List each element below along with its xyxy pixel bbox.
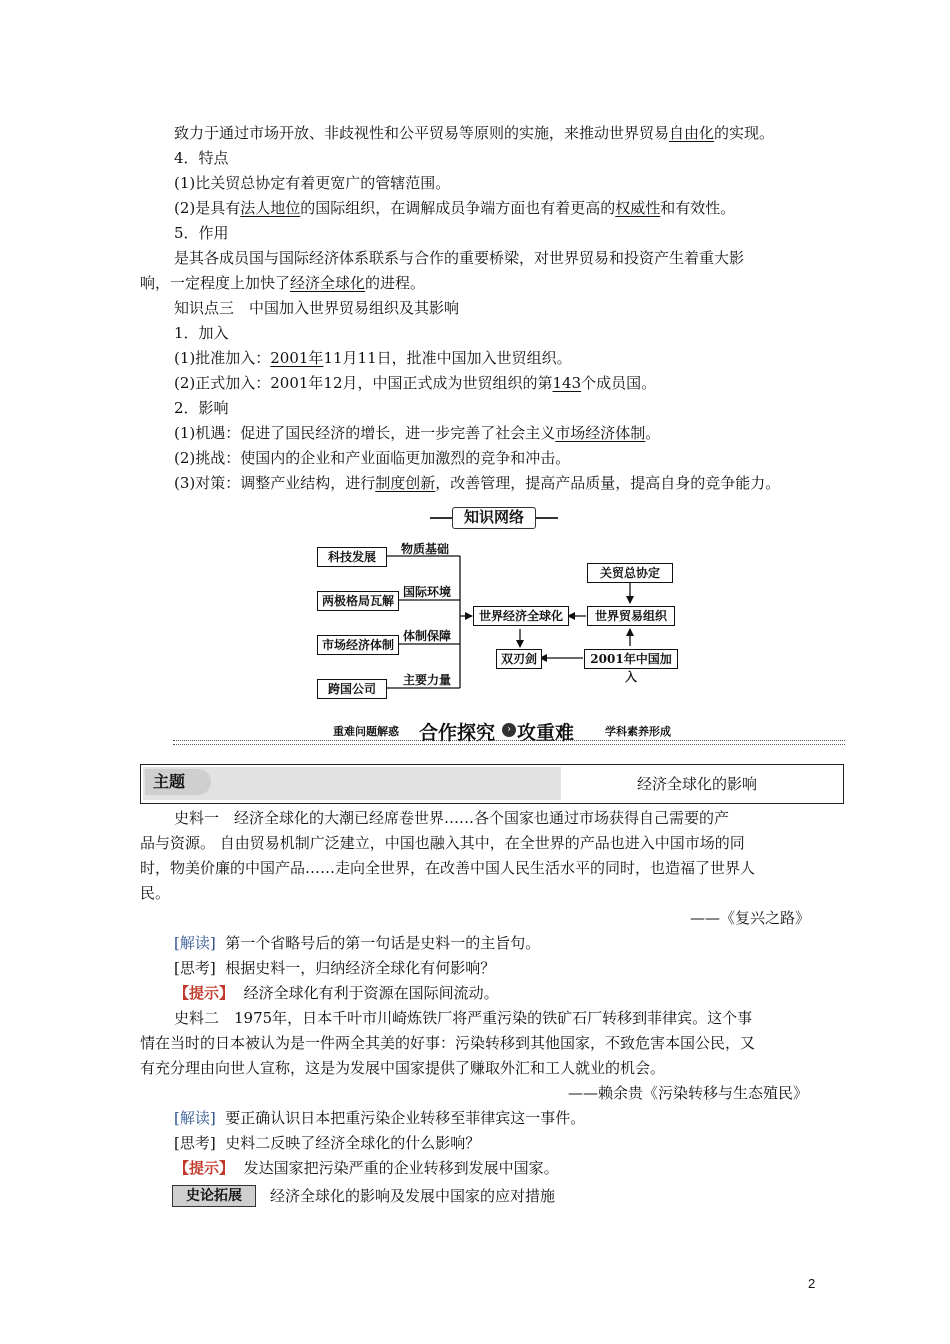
expansion-badge: 史论拓展: [172, 1185, 256, 1207]
text: 致力于通过市场开放、非歧视性和公平贸易等原则的实施，来推动世界贸易: [174, 124, 670, 142]
material-2-line: 史料二 1975年，日本千叶市川崎炼铁厂将严重污染的铁矿石厂转移到菲律宾。这个事: [174, 1009, 753, 1027]
underlined-term: 经济全球化: [290, 274, 366, 292]
text: 和有效性。: [660, 199, 736, 217]
hint-2: [174, 1158, 559, 1178]
expansion-title: 经济全球化的影响及发展中国家的应对措施: [270, 1187, 556, 1205]
section-header-left: 重难问题解惑: [333, 725, 399, 738]
box-tech: 科技发展: [317, 547, 387, 567]
material-1-line: 品与资源。 自由贸易机制广泛建立，中国也融入其中，在全世界的产品也进入中国市场的同: [140, 834, 745, 852]
network-banner: [430, 507, 558, 529]
material-2-source: ——赖余贵《污染转移与生态殖民》: [568, 1084, 809, 1102]
hint-tag: 【提示】: [174, 984, 235, 1002]
para-line: [174, 473, 780, 493]
material-1-line: 民。: [140, 884, 171, 902]
material-1-line: 史料一 经济全球化的大潮已经席卷世界……各个国家也通过市场获得自己需要的产: [174, 809, 730, 827]
interpretation-1: [174, 933, 540, 953]
hint-1: [174, 983, 499, 1003]
knowledge-point-3: 知识点三 中国加入世界贸易组织及其影响: [174, 299, 460, 317]
para-line: (1)比关贸总协定有着更宽广的管辖范围。: [174, 174, 451, 192]
heading-1: 1．加入: [174, 324, 229, 342]
para-line: [140, 273, 425, 293]
label-force: 主要力量: [403, 673, 452, 687]
text: 的国际组织，在调解成员争端方面也有着更高的: [300, 199, 616, 217]
text: 根据史料一，归纳经济全球化有何影响？: [225, 959, 496, 977]
question-tag: [思考]: [174, 1134, 216, 1152]
text: 要正确认识日本把重污染企业转移至菲律宾这一事件。: [225, 1109, 586, 1127]
para-line: [174, 373, 656, 393]
label-material: 物质基础: [401, 542, 450, 556]
text: 经济全球化有利于资源在国际间流动。: [243, 984, 499, 1002]
heading-4: 4．特点: [174, 149, 229, 167]
text: 的实现。: [714, 124, 775, 142]
text: (2)是具有: [174, 199, 241, 217]
section-header-rule: [173, 740, 845, 745]
text: 11月11日，批准中国加入世贸组织。: [323, 349, 572, 367]
box-mnc: 跨国公司: [317, 679, 387, 699]
section-header-main-b: 攻重难: [517, 722, 575, 744]
interpretation-2: [174, 1108, 585, 1128]
para-line: 是其各成员国与国际经济体系联系与合作的重要桥梁，对世界贸易和投资产生着重大影: [174, 249, 745, 267]
box-wto: 世界贸易组织: [587, 606, 675, 626]
box-market: 市场经济体制: [317, 635, 399, 655]
section-header-main-a: 合作探究: [419, 722, 496, 744]
para-line: [174, 348, 572, 368]
text: (1)批准加入：: [174, 349, 271, 367]
text: 的进程。: [365, 274, 426, 292]
box-china-joined: 2001年中国加入: [584, 649, 678, 669]
theme-title: 经济全球化的影响: [637, 775, 758, 793]
material-1-line: 时，物美价廉的中国产品……走向全世界，在改善中国人民生活水平的同时，也造福了世界人: [140, 859, 756, 877]
question-2: [174, 1133, 480, 1153]
material-2-line: 情在当时的日本被认为是一件两全其美的好事：污染转移到其他国家，不致危害本国公民，又: [140, 1034, 756, 1052]
banner-title: 知识网络: [452, 507, 536, 529]
text: 响，一定程度上加快了: [140, 274, 291, 292]
interpretation-tag: [解读]: [174, 934, 216, 952]
box-gatt: 关贸总协定: [587, 563, 673, 583]
text: 第一个省略号后的第一句话是史料一的主旨句。: [225, 934, 541, 952]
material-1-source: ——《复兴之路》: [690, 909, 811, 927]
label-system: 体制保障: [403, 629, 452, 643]
para-line: [174, 123, 774, 143]
label-intl: 国际环境: [403, 585, 452, 599]
underlined-term: 制度创新: [375, 474, 436, 492]
box-global: 世界经济全球化: [473, 606, 569, 626]
box-sword: 双刃剑: [496, 649, 542, 669]
interpretation-tag: [解读]: [174, 1109, 216, 1127]
para-line: (2)挑战：使国内的企业和产业面临更加激烈的竞争和冲击。: [174, 449, 571, 467]
para-line: [174, 423, 660, 443]
text: (2)正式加入：2001年12月，中国正式成为世贸组织的第: [174, 374, 553, 392]
theme-tag: 主题: [145, 769, 211, 795]
text: 史料二反映了经济全球化的什么影响？: [225, 1134, 481, 1152]
text: (3)对策：调整产业结构，进行: [174, 474, 376, 492]
section-header-right: 学科素养形成: [605, 725, 671, 738]
page-number: 2: [808, 1276, 816, 1291]
text: 发达国家把污染严重的企业转移到发展中国家。: [243, 1159, 559, 1177]
question-tag: [思考]: [174, 959, 216, 977]
material-2-line: 有充分理由向世人宣称，这是为发展中国家提供了赚取外汇和工人就业的机会。: [140, 1059, 666, 1077]
underlined-term: 2001年: [270, 349, 324, 367]
text: 个成员国。: [581, 374, 657, 392]
knowledge-network-diagram: [300, 530, 700, 705]
underlined-term: 143: [552, 374, 582, 392]
text: 。: [645, 424, 661, 442]
text: (1)机遇：促进了国民经济的增长，进一步完善了社会主义: [174, 424, 556, 442]
underlined-term: 法人地位: [240, 199, 301, 217]
chevron-right-icon: ›: [502, 723, 516, 737]
heading-2: 2．影响: [174, 399, 229, 417]
theme-box: [140, 764, 844, 804]
text: ，改善管理，提高产品质量，提高自身的竞争能力。: [435, 474, 781, 492]
heading-5: 5．作用: [174, 224, 229, 242]
section-header: [173, 718, 845, 744]
para-line: [174, 198, 735, 218]
underlined-term: 自由化: [669, 124, 715, 142]
box-bipolar: 两极格局瓦解: [317, 591, 399, 611]
underlined-term: 权威性: [615, 199, 661, 217]
underlined-term: 市场经济体制: [555, 424, 646, 442]
question-1: [174, 958, 495, 978]
hint-tag: 【提示】: [174, 1159, 235, 1177]
